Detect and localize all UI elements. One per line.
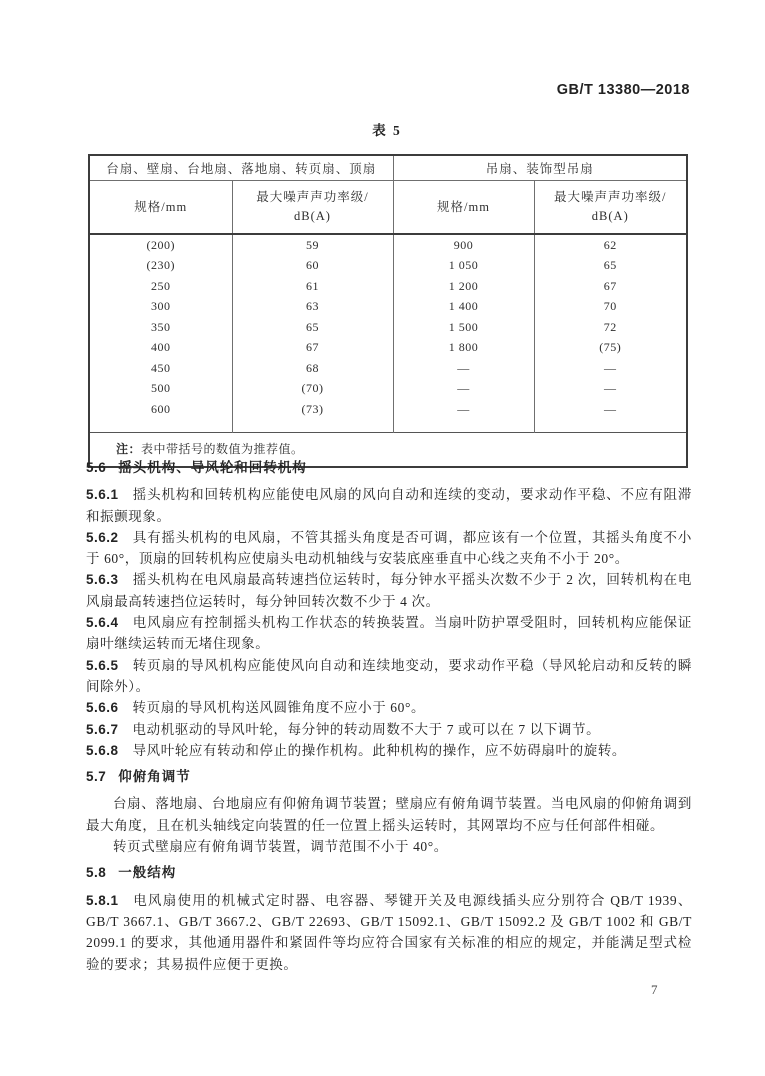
- table-cell: —: [534, 399, 687, 420]
- section-heading: [86, 766, 692, 787]
- table-cell-empty: [534, 420, 687, 433]
- table-cell: (230): [146, 258, 175, 273]
- clause-number: 5.8: [86, 865, 107, 881]
- clause-text: 电风扇使用的机械式定时器、电容器、琴键开关及电源线插头应分别符合 QB/T 1939、GB/T 3667.1、GB/T 3667.2、GB/T 22693、GB/T 15092.1、GB/T 15092.2 及 GB/T 1002 和 GB/T 2099.1 的要求，其他通用器件和紧固件等均应符合国家有关标准的相应的规定，并能满足型式检验的要求；其易损件应便于更换。: [86, 892, 692, 972]
- clause-number: 5.8.1: [86, 892, 119, 908]
- column-header: 最大噪声声功率级/ dB(A): [534, 181, 687, 235]
- clause-number: 5.6.5: [86, 657, 119, 673]
- table-cell-empty: [393, 420, 534, 433]
- clause-number: 5.6.8: [86, 742, 119, 758]
- table-cell: 59: [232, 234, 393, 256]
- table-cell: 1 200: [393, 276, 534, 297]
- clause-paragraph: [86, 719, 692, 740]
- clause-number: 5.7: [86, 769, 107, 785]
- table-cell: 68: [232, 358, 393, 379]
- clause-text: 一般结构: [118, 865, 177, 881]
- clause-text: 转页扇的导风机构送风圆锥角度不应小于 60°。: [132, 700, 426, 716]
- table-cell: 60: [232, 256, 393, 277]
- table-row: [89, 276, 687, 297]
- table-head: [89, 155, 687, 234]
- table-cell: (75): [534, 338, 687, 359]
- clause-paragraph: [86, 740, 692, 761]
- clause-text: 摇头机构在电风扇最高转速挡位运转时，每分钟水平摇头次数不少于 2 次，回转机构在电风扇最高转速挡位运转时，每分钟回转次数不少于 4 次。: [86, 572, 692, 609]
- clause-text: 摇头机构和回转机构应能使电风扇的风向自动和连续的变动，要求动作平稳、不应有阻滞和振颤现象。: [86, 487, 692, 524]
- note-text: 表中带括号的数值为推荐值。: [141, 441, 304, 456]
- table-cell: 65: [534, 256, 687, 277]
- clause-number: 5.6.4: [86, 615, 119, 631]
- table-cell-empty: [232, 420, 393, 433]
- group-header-row: [89, 155, 687, 181]
- standard-number-header: GB/T 13380—2018: [556, 82, 690, 98]
- table-cell: 70: [534, 297, 687, 318]
- table-cell: 67: [534, 276, 687, 297]
- table-cell: 500: [151, 381, 171, 396]
- clause-number: 5.6.1: [86, 487, 119, 503]
- clause-paragraph: [86, 655, 692, 698]
- table-row: [89, 234, 687, 256]
- table-cell: 63: [232, 297, 393, 318]
- table-cell: 61: [232, 276, 393, 297]
- column-header-row: [89, 181, 687, 235]
- clause-number: 5.6: [86, 460, 107, 475]
- table-cell: 1 400: [393, 297, 534, 318]
- table-cell: 1 500: [393, 317, 534, 338]
- table-row: [89, 317, 687, 338]
- clause-paragraph: [86, 484, 692, 527]
- table-cell: —: [393, 358, 534, 379]
- note-label: 注：: [116, 441, 142, 456]
- table-cell-empty: [89, 420, 232, 433]
- section-heading: [86, 862, 692, 883]
- clause-paragraph: [86, 793, 692, 836]
- table-row: [89, 297, 687, 318]
- table-cell: 300: [151, 299, 171, 314]
- group-header-right: 吊扇、装饰型吊扇: [393, 155, 687, 181]
- table-row: [89, 256, 687, 277]
- clause-text: 转页式壁扇应有俯角调节装置，调节范围不小于 40°。: [113, 839, 448, 855]
- table-cell: 600: [151, 401, 171, 416]
- table-cell: 250: [151, 278, 171, 293]
- table-cell: (73): [232, 399, 393, 420]
- group-header-left: 台扇、壁扇、台地扇、落地扇、转页扇、顶扇: [89, 155, 393, 181]
- page-number: 7: [651, 982, 658, 997]
- column-header: 规格/mm: [89, 181, 232, 235]
- clause-text: 台扇、落地扇、台地扇应有仰俯角调节装置；壁扇应有俯角调节装置。当电风扇的仰俯角调到最大角度，且在机头轴线定向装置的任一位置上摇头运转时，其网罩均不应与任何部件相碰。: [86, 796, 692, 833]
- noise-limit-table: [88, 154, 688, 468]
- table-cell: (200): [146, 237, 175, 252]
- clause-paragraph: [86, 836, 692, 857]
- table-cell: 450: [151, 360, 171, 375]
- column-header: 最大噪声声功率级/ dB(A): [232, 181, 393, 235]
- table-cell: 400: [151, 340, 171, 355]
- table-cell: 1 800: [393, 338, 534, 359]
- clause-text: 仰俯角调节: [118, 769, 191, 785]
- clause-paragraph: [86, 890, 692, 975]
- table-row: [89, 358, 687, 379]
- clause-number: 5.6.6: [86, 700, 119, 716]
- table-row: [89, 399, 687, 420]
- table-spacer-row: [89, 420, 687, 433]
- clause-text-area: [86, 452, 692, 975]
- clause-text: 具有摇头机构的电风扇，不管其摇头角度是否可调，都应该有一个位置，其摇头角度不小于 60°，顶扇的回转机构应使扇头电动机轴线与安装底座垂直中心线之夹角不小于 20°。: [86, 529, 692, 567]
- clause-paragraph: [86, 697, 692, 718]
- clause-number: 5.6.7: [86, 721, 119, 737]
- table-row: [89, 379, 687, 400]
- clause-text: 电风扇应有控制摇头机构工作状态的转换装置。当扇叶防护罩受阻时，回转机构应能保证扇叶继续运转而无堵住现象。: [86, 615, 692, 652]
- clause-text: 导风叶轮应有转动和停止的操作机构。此种机构的操作，应不妨碍扇叶的旋转。: [132, 742, 627, 758]
- table-cell: —: [393, 379, 534, 400]
- table-title: 表 5: [372, 123, 402, 138]
- column-header: 规格/mm: [393, 181, 534, 235]
- table-cell: —: [393, 399, 534, 420]
- table-cell: 62: [534, 234, 687, 256]
- table-cell: 67: [232, 338, 393, 359]
- table-cell: —: [534, 358, 687, 379]
- clause-text: 转页扇的导风机构应能使风向自动和连续地变动，要求动作平稳（导风轮启动和反转的瞬间除外）。: [86, 657, 692, 694]
- table-cell: 1 050: [393, 256, 534, 277]
- clause-paragraph: [86, 569, 692, 612]
- table-cell: 350: [151, 319, 171, 334]
- table-cell: —: [534, 379, 687, 400]
- table-body: [89, 234, 687, 467]
- table-cell: 900: [393, 234, 534, 256]
- section-heading: [86, 457, 692, 478]
- table-row: [89, 338, 687, 359]
- table-cell: (70): [232, 379, 393, 400]
- clause-text: 摇头机构、导风轮和回转机构: [118, 460, 307, 475]
- table-cell: 72: [534, 317, 687, 338]
- clause-text: 电动机驱动的导风叶轮，每分钟的转动周数不大于 7 或可以在 7 以下调节。: [132, 721, 601, 737]
- clause-number: 5.6.3: [86, 572, 119, 588]
- clause-number: 5.6.2: [86, 529, 119, 545]
- clause-paragraph: [86, 612, 692, 655]
- table-cell: 65: [232, 317, 393, 338]
- clause-paragraph: [86, 527, 692, 570]
